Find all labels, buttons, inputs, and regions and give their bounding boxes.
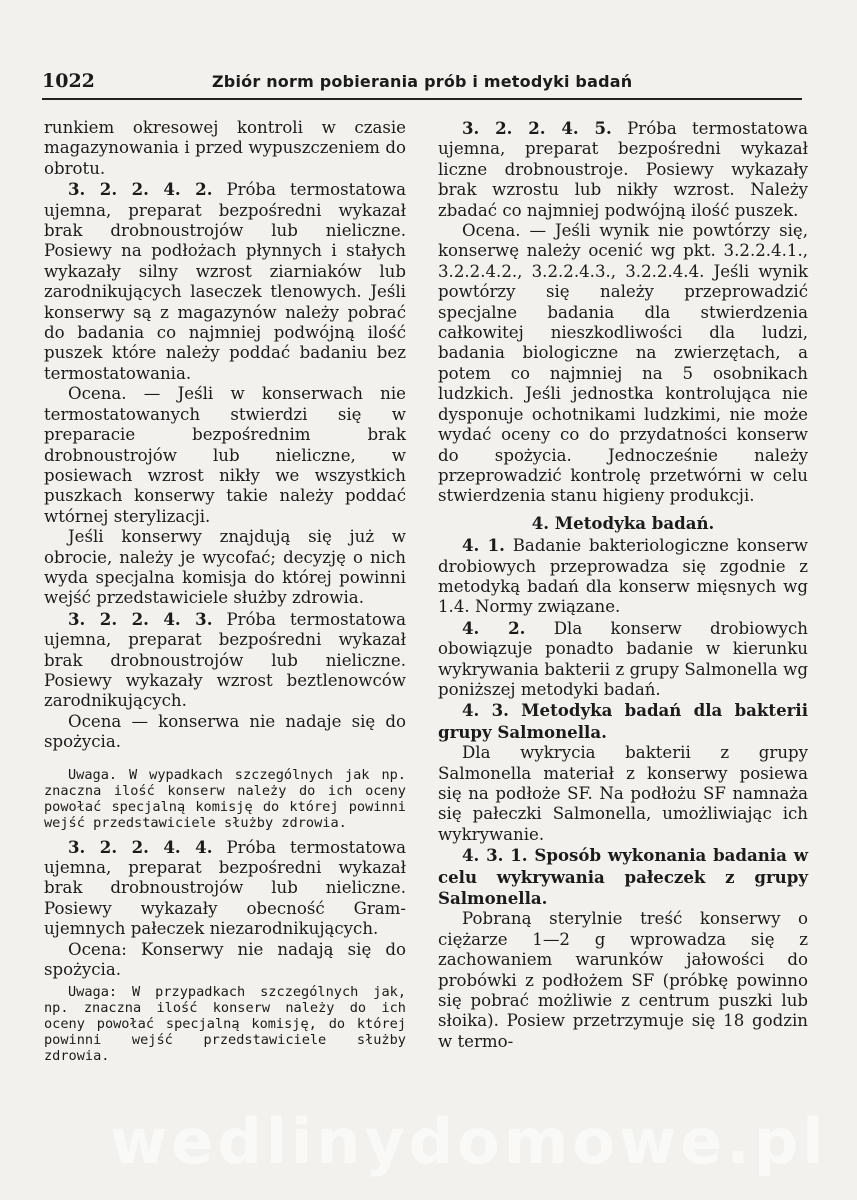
note: Uwaga. W wypadkach szczególnych jak np. znaczna ilość konserw należy do ich oceny powołać specjalną komisję do której powinni wejść przedstawiciele służby zdrowia. bbox=[44, 766, 406, 831]
paragraph-text: Próba termostatowa ujemna, preparat bezpośredni wykazał brak drobnoustrojów lub nieliczne. Posiewy wykazały obecność Gram-ujemnych pałeczek niezarodnikujących. bbox=[44, 837, 406, 939]
subsection-heading bbox=[438, 700, 808, 743]
paragraph-text: Badanie bakteriologiczne konserw drobiowych przeprowadza się zgodnie z metodyką badań dla konserw mięsnych wg 1.4. Normy związane. bbox=[438, 536, 808, 617]
watermark: wedlinydomowe.pl bbox=[110, 1105, 828, 1178]
section-heading: 4. Metodyka badań. bbox=[531, 512, 715, 533]
paragraph bbox=[438, 118, 808, 221]
paragraph: runkiem okresowej kontroli w czasie magazynowania i przed wypuszczeniem do obrotu. bbox=[44, 118, 406, 178]
note: Uwaga: W przypadkach szczególnych jak, np. znaczna ilość konserw należy do ich oceny powołać specjalną komisję, do której powinni wejść przedstawiciele służby zdrowia. bbox=[44, 984, 406, 1065]
paragraph: Ocena: Konserwy nie nadają się do spożycia. bbox=[44, 939, 406, 980]
left-column bbox=[44, 118, 406, 1070]
paragraph bbox=[44, 179, 406, 384]
paragraph: Ocena. — Jeśli w konserwach nie termostatowanych stwierdzi się w preparacie bezpośrednim brak drobnoustrojów lub nieliczne, w posiewach wzrost nikły we wszystkich puszkach konserwy takie należy poddać wtórnej sterylizacji. bbox=[44, 384, 406, 526]
paragraph-text: Próba termostatowa ujemna, preparat bezpośredni wykazał liczne drobnoustroje. Posiewy wykazały brak wzrostu lub nikły wzrost. Należy zbadać co najmniej podwójną ilość puszek. bbox=[438, 119, 808, 220]
section-number: 3. 2. 2. 4. 5. bbox=[462, 118, 612, 138]
subsection-title: 4. 3. 1. Sposób wykonania badania w celu wykrywania pałeczek z grupy Salmonella. bbox=[438, 845, 808, 909]
paragraph-text: Próba termostatowa ujemna, preparat bezpośredni wykazał brak drobnoustrojów lub nieliczne. Posiewy na podłożach płynnych i stałych wykazały silny wzrost ziarniaków lub zarodnikujących laseczek tlenowych. Jeśli konserwy są z magazynów należy pobrać do badania co najmniej podwójną ilość puszek które należy poddać badaniu bez termostatowania. bbox=[44, 180, 406, 383]
section-number: 4. 1. bbox=[462, 535, 505, 556]
paragraph: Ocena. — Jeśli wynik nie powtórzy się, konserwę należy ocenić wg pkt. 3.2.2.4.1., 3.2.2.4.2., 3.2.2.4.3., 3.2.2.4.4. Jeśli wynik powtórzy się należy przeprowadzić specjalne badania dla stwierdzenia całkowitej nieszkodliwości dla ludzi, badania biologiczne na zwierzętach, a potem co najmniej na 5 osobnikach ludzkich. Jeśli jednostka kontrolująca nie dysponuje ochotnikami ludzkimi, nie może wydać oceny co do przydatności konserw do spożycia. Jednocześnie należy przeprowadzić kontrolę przetwórni w celu stwierdzenia stanu higieny produkcji. bbox=[438, 221, 808, 506]
page-number: 1022 bbox=[42, 70, 95, 92]
section-number: 4. 2. bbox=[462, 617, 526, 638]
paragraph-text: Próba termostatowa ujemna, preparat bezpośredni wykazał brak drobnoustrojów lub nieliczne. Posiewy wykazały wzrost beztlenowców zarodnikujących. bbox=[44, 609, 406, 711]
running-title: Zbiór norm pobierania prób i metodyki badań bbox=[212, 72, 633, 91]
paragraph: Pobraną sterylnie treść konserwy o ciężarze 1—2 g wprowadza się z zachowaniem warunków jałowości do probówki z podłożem SF (próbkę powinno się pobrać możliwie z centrum puszki lub słoika). Posiew przetrzymuje się 18 godzin w termo- bbox=[438, 909, 808, 1051]
paragraph: Ocena — konserwa nie nadaje się do spożycia. bbox=[44, 711, 406, 752]
paragraph: Jeśli konserwy znajdują się już w obrocie, należy je wycofać; decyzję o nich wyda specjalna komisja do której powinni wejść przedstawiciele służby zdrowia. bbox=[44, 527, 406, 608]
subsection-heading bbox=[438, 845, 808, 909]
right-column bbox=[438, 118, 808, 1052]
section-number: 3. 2. 2. 4. 2. bbox=[68, 179, 213, 200]
paragraph bbox=[44, 837, 406, 940]
paragraph bbox=[438, 535, 808, 618]
section-number: 3. 2. 2. 4. 3. bbox=[68, 608, 213, 629]
section-number: 3. 2. 2. 4. 4. bbox=[68, 836, 213, 857]
paragraph-text: Dla konserw drobiowych obowiązuje ponadto badanie w kierunku wykrywania bakterii z grupy Salmonella wg poniższej metodyki badań. bbox=[438, 618, 808, 699]
paragraph: Dla wykrycia bakterii z grupy Salmonella materiał z konserwy posiewa się na podłoże SF. Na podłożu SF namnaża się pałeczki Salmonella, umożliwiając ich wykrywanie. bbox=[438, 743, 808, 844]
paragraph bbox=[438, 618, 808, 701]
page-header bbox=[42, 70, 802, 100]
subsection-title: 4. 3. Metodyka badań dla bakterii grupy Salmonella. bbox=[438, 700, 808, 742]
paragraph bbox=[44, 609, 406, 712]
